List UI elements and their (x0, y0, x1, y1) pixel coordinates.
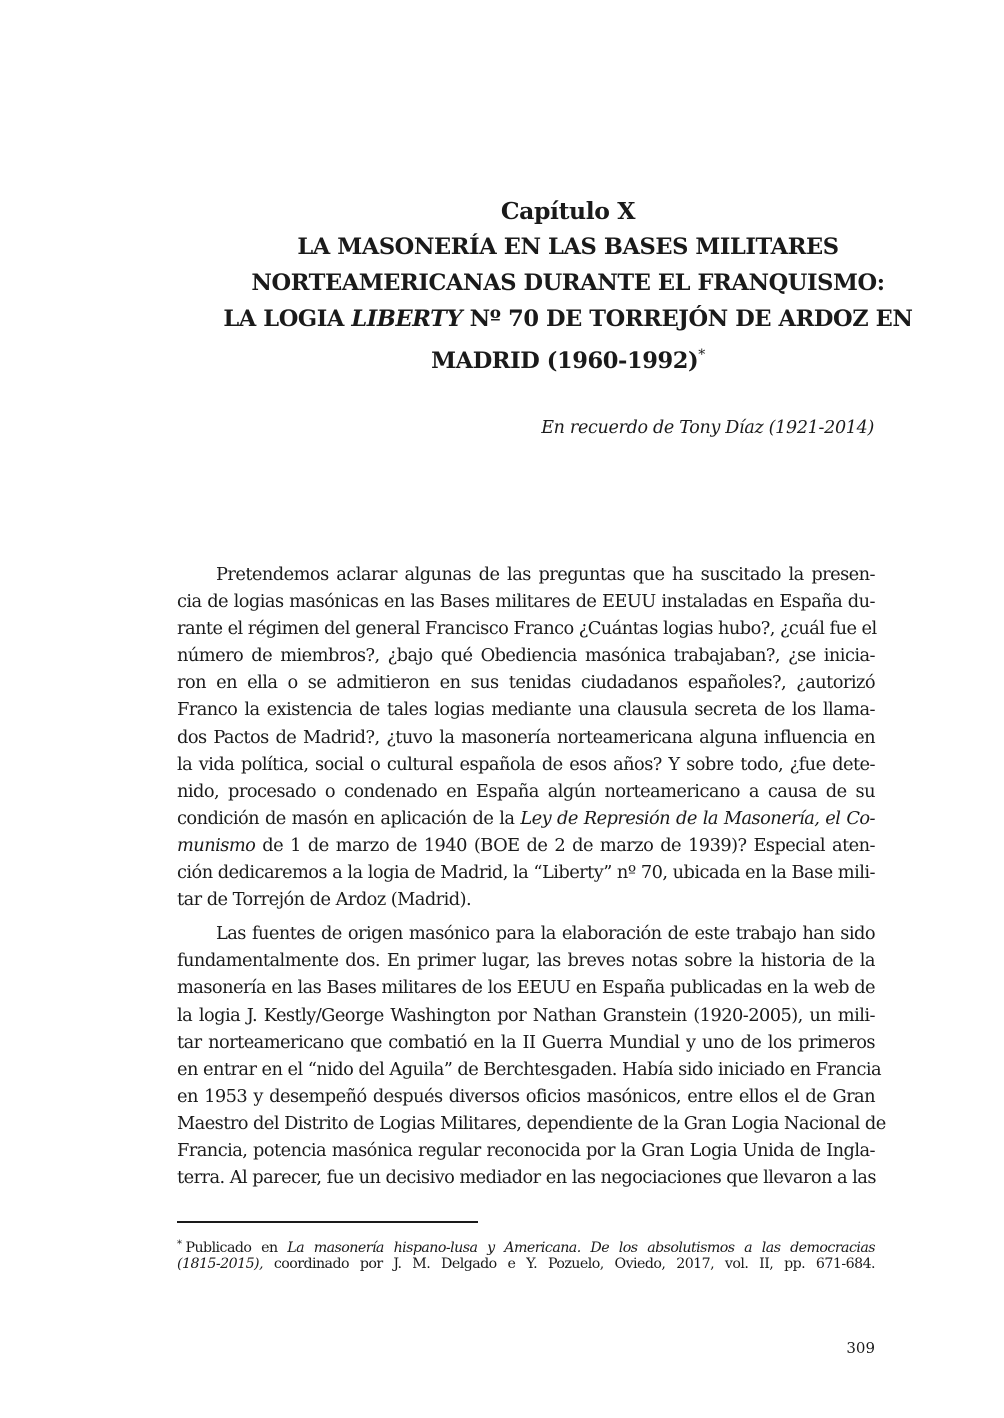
text-line: nido, procesado o condenado en España algún norteamericano a causa de su (177, 780, 875, 802)
book-title-italic: (1815-2015), (177, 1255, 263, 1272)
chapter-title-line-1: LA MASONERÍA EN LAS BASES MILITARES (297, 234, 839, 260)
footnote-marker: * (177, 1239, 182, 1250)
text-segment: de 1 de marzo de 1940 (BOE de 2 de marzo de 1939)? Especial aten- (255, 834, 875, 856)
text-line: la logia J. Kestly/George Washington por Nathan Granstein (1920-2005), un mili- (177, 1004, 875, 1026)
text-line: número de miembros?, ¿bajo qué Obediencia masónica trabajaban?, ¿se inicia- (177, 645, 875, 667)
text-line: la vida política, social o cultural española de esos años? Y sobre todo, ¿fue dete- (177, 753, 875, 775)
footnote-line (177, 1255, 875, 1274)
title-segment: LA LOGIA (223, 306, 352, 332)
text-segment: coordinado por J. M. Delgado e Y. Pozuelo, Oviedo, 2017, vol. II, pp. 671-684. (263, 1255, 875, 1272)
text-line: dos Pactos de Madrid?, ¿tuvo la masonería norteamericana alguna influencia en (177, 726, 875, 748)
text-line: masonería en las Bases militares de los EEUU en España publicadas en la web de (177, 977, 875, 999)
title-segment: MADRID (1960-1992) (431, 348, 699, 374)
chapter-title-line-4 (150, 337, 986, 379)
text-line: ron en ella o se admitieron en sus tenidas ciudadanos españoles?, ¿autorizó (177, 672, 875, 694)
law-title-italic: Ley de Represión de la Masonería, el Co- (520, 807, 876, 829)
text-line: rante el régimen del general Francisco Franco ¿Cuántas logias hubo?, ¿cuál fue el (177, 618, 877, 640)
text-line (177, 805, 875, 832)
text-line: Maestro del Distrito de Logias Militares, dependiente de la Gran Logia Nacional de (177, 1112, 886, 1134)
law-title-italic: munismo (177, 834, 256, 856)
text-line: fundamentalmente dos. En primer lugar, las breves notas sobre la historia de la (177, 950, 875, 972)
chapter-title-line-2: NORTEAMERICANAS DURANTE EL FRANQUISMO: (251, 270, 885, 296)
title-segment: Nº 70 DE TORREJÓN DE ARDOZ EN (462, 306, 913, 332)
footnote (177, 1236, 875, 1273)
footnote-reference: * (698, 347, 705, 363)
text-line: Francia, potencia masónica regular reconocida por la Gran Logia Unida de Ingla- (177, 1139, 875, 1161)
title-italic-liberty: LIBERTY (351, 306, 463, 332)
text-line: cia de logias masónicas en las Bases militares de EEUU instaladas en España du- (177, 591, 875, 613)
body-text (177, 561, 886, 1191)
text-line: en 1953 y desempeñó después diversos oficios masónicos, entre ellos el de Gran (177, 1085, 875, 1107)
text-line: en entrar en el “nido del Aguila” de Berchtesgaden. Había sido iniciado en Francia (177, 1058, 882, 1080)
footnote-line (177, 1236, 875, 1255)
page-number: 309 (846, 1339, 875, 1357)
book-title-italic: La masonería hispano-lusa y Americana. De los absolutismos a las democracias (287, 1240, 875, 1256)
paragraph-2 (177, 920, 886, 1191)
chapter-heading (150, 193, 986, 379)
footnote-separator (177, 1221, 478, 1223)
text-line: tar norteamericano que combatió en la II Guerra Mundial y uno de los primeros (177, 1031, 875, 1053)
text-line: Pretendemos aclarar algunas de las preguntas que ha suscitado la presen- (216, 564, 875, 585)
text-segment: Publicado en (185, 1240, 288, 1256)
chapter-title-line-3 (150, 301, 986, 337)
text-line: Franco la existencia de tales logias mediante una clausula secreta de los llama- (177, 699, 875, 721)
text-segment: condición de masón en aplicación de la (177, 807, 521, 829)
text-line: Las fuentes de origen masónico para la elaboración de este trabajo han sido (216, 923, 875, 945)
text-line: terra. Al parecer, fue un decisivo mediador en las negociaciones que llevaron a las (177, 1167, 876, 1189)
paragraph-1 (177, 561, 875, 913)
text-line: tar de Torrejón de Ardoz (Madrid). (177, 889, 472, 911)
chapter-label: Capítulo X (500, 197, 636, 225)
text-line: ción dedicaremos a la logia de Madrid, la “Liberty” nº 70, ubicada en la Base mili- (177, 862, 875, 884)
dedication: En recuerdo de Tony Díaz (1921-2014) (541, 418, 874, 438)
text-line (177, 832, 875, 859)
